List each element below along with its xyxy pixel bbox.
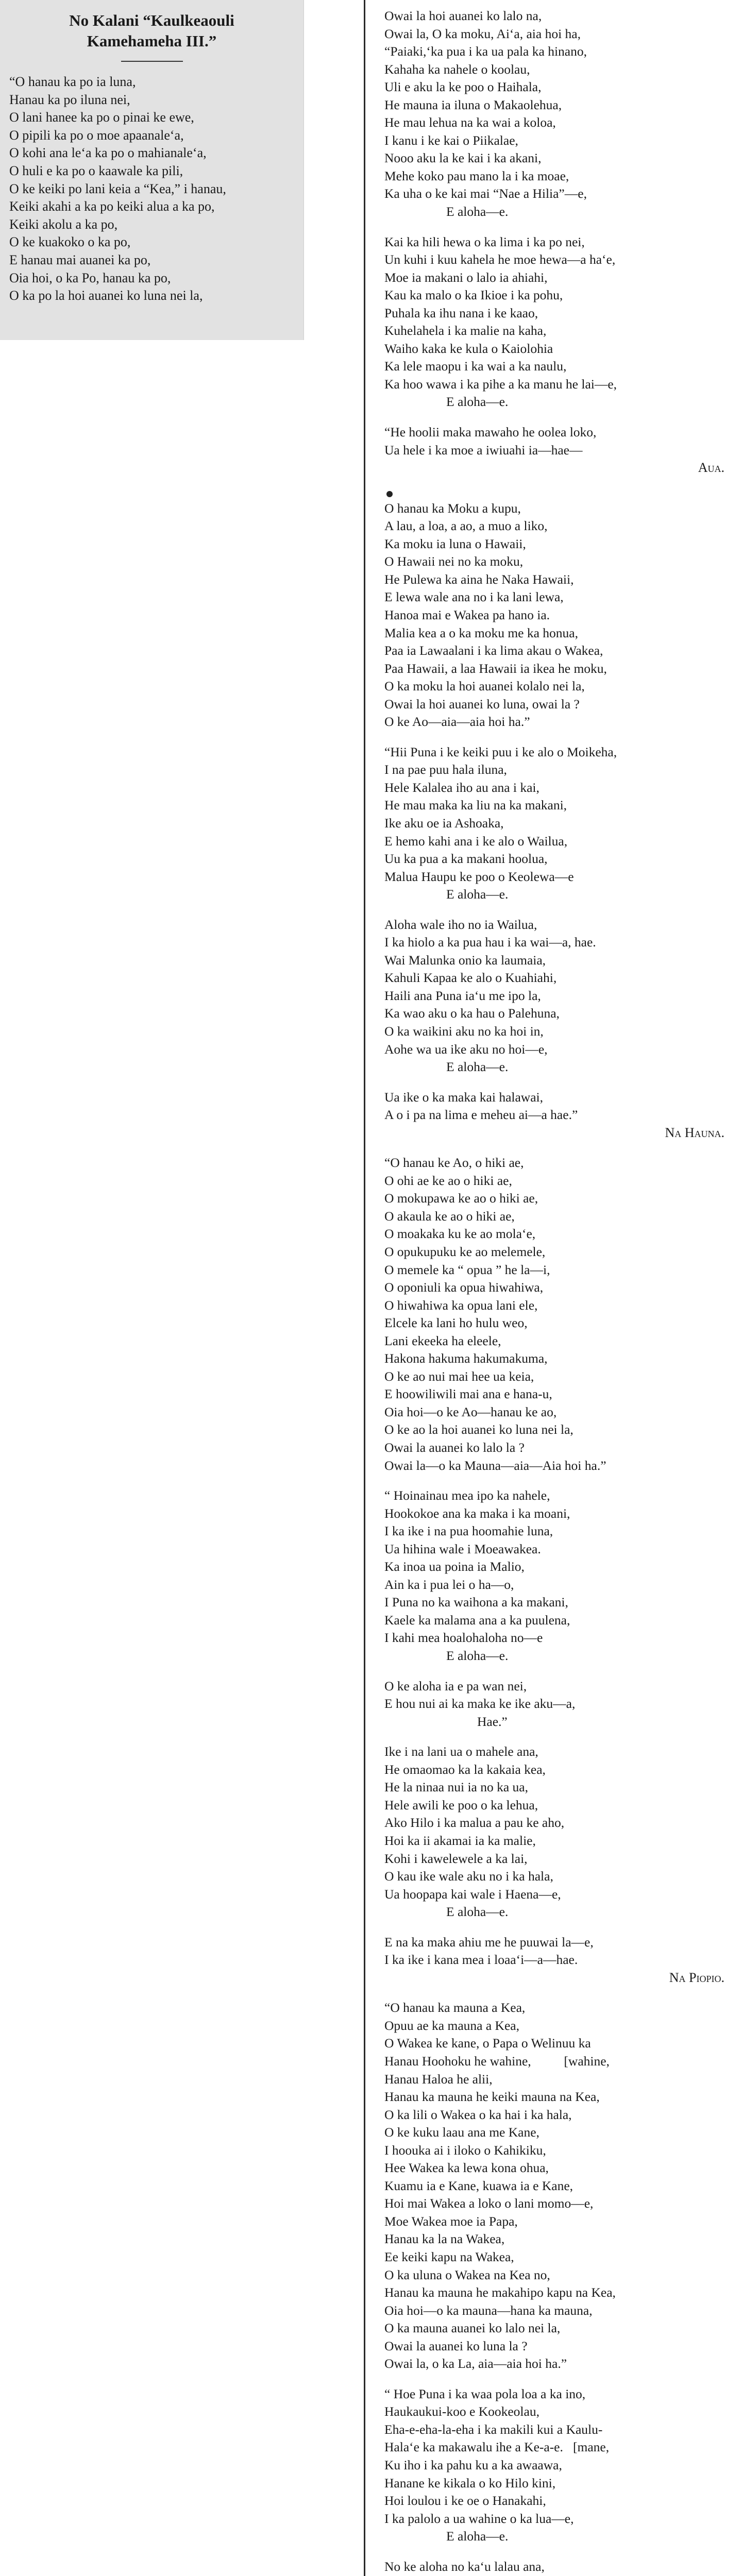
poem-line: O ke ao nui mai hee ua keia, <box>384 1368 534 1384</box>
poem-line: E aloha—e. <box>446 1648 509 1664</box>
poem-line: Hanau ka po iluna nei, <box>9 92 130 107</box>
stanza-gap <box>384 1665 732 1677</box>
bullet-icon <box>386 491 393 497</box>
poem-line: I ka ike i kana mea i loaa‘i—a—hae. <box>384 1952 578 1968</box>
poem-line: O ka lili o Wakea o ka hai i ka hala, <box>384 2107 572 2122</box>
stanza-gap <box>384 477 732 489</box>
stanza <box>384 1487 732 1677</box>
poem-line: Haukaukui-koo e Kookeolau, <box>384 2404 539 2419</box>
poem-line: O ohi ae ke ao o hiki ae, <box>384 1173 512 1188</box>
poem-line: Hanau Haloa he alii, <box>384 2071 493 2087</box>
poem-line: Uu ka pua a ka makani hoolua, <box>384 851 548 867</box>
poem-line: He mau maka ka liu na ka makani, <box>384 798 567 813</box>
poem-line: Kuhelahela i ka malie na kaha, <box>384 323 547 338</box>
poem-line: Kai ka hili hewa o ka lima i ka po nei, <box>384 234 585 249</box>
poem-line: Kau ka malo o ka Ikioe i ka pohu, <box>384 287 563 303</box>
poem-line: O oponiuli ka opua hiwahiwa, <box>384 1280 544 1295</box>
stanza <box>384 1677 732 1743</box>
poem-line: O Wakea ke kane, o Papa o Welinuu ka <box>384 2036 591 2051</box>
stanza-gap <box>384 1475 732 1487</box>
poem-line: Aohe wa ua ike aku no hoi—e, <box>384 1041 548 1057</box>
left-poem-lines <box>9 73 294 305</box>
poem-line: Ako Hilo i ka malua a pau ke aho, <box>384 1815 565 1831</box>
poem-line: Hae.” <box>477 1714 508 1729</box>
poem-line: Hookokoe ana ka maka i ka moani, <box>384 1505 570 1521</box>
poem-line: “ Hoinainau mea ipo ka nahele, <box>384 1488 550 1503</box>
poem-line: O moakaka ku ke ao mola‘e, <box>384 1226 536 1242</box>
poem-line: O ka uluna o Wakea na Kea no, <box>384 2267 550 2282</box>
poem-line: Ua hoopapa kai wale i Haena—e, <box>384 1886 561 1902</box>
poem-line: Hoi ka ii akamai ia ka malie, <box>384 1833 536 1848</box>
poem-line: E hanau mai auanei ka po, <box>9 252 151 267</box>
poem-line: Oia hoi—o ka mauna—hana ka mauna, <box>384 2302 593 2318</box>
poem-line: E na ka maka ahiu me he puuwai la—e, <box>384 1934 594 1950</box>
poem-line: Wai Malunka onio ka laumaia, <box>384 952 546 968</box>
poem-line: O ka waikini aku no ka hoi in, <box>384 1023 544 1039</box>
poem-line: O kau ike wale aku no i ka hala, <box>384 1869 553 1884</box>
poem-line: “O hanau ka po ia luna, <box>9 74 136 89</box>
poem-line: Ku iho i ka pahu ku a ka awaawa, <box>384 2458 562 2472</box>
stanza <box>384 233 732 423</box>
poem-line: Kahaha ka nahele o koolau, <box>384 61 530 77</box>
poem-line: E hoowiliwili mai ana e hana-u, <box>384 1386 552 1402</box>
poem-line: Hoi loulou i ke oe o Hanakahi, <box>384 2493 546 2509</box>
stanza <box>384 2385 732 2558</box>
poem-line: O ke keiki po lani keia a “Kea,” i hanau, <box>9 181 226 196</box>
poem-line: “Hii Puna i ke keiki puu i ke alo o Moikeha, <box>384 744 617 759</box>
stanza-gap <box>384 2373 732 2385</box>
poem-line: Elcele ka lani ho hulu weo, <box>384 1315 528 1331</box>
poem-line: Ain ka i pua lei o ha—o, <box>384 1577 514 1592</box>
poem-line: Ka hoo wawa i ka pihe a ka manu he lai—e, <box>384 376 617 392</box>
poem-line: Malia kea a o ka moku me ka honua, <box>384 625 579 640</box>
stanza-gap <box>384 411 732 423</box>
stanza <box>384 1089 732 1155</box>
stanza <box>384 916 732 1089</box>
stanza <box>384 489 732 743</box>
poem-line: Moe Wakea moe ia Papa, <box>384 2213 518 2229</box>
poem-line: “ Hoe Puna i ka waa pola loa a ka ino, <box>384 2386 586 2401</box>
poem-line: O ke kuakoko o ka po, <box>9 234 131 250</box>
poem-line: O hanau ka Moku a kupu, <box>384 500 521 516</box>
title-line-2: Kamehameha III.” <box>87 32 217 50</box>
poem-line: No ke aloha no ka‘u lalau ana, <box>384 2558 545 2574</box>
poem-line: O ke kuku laau ana me Kane, <box>384 2125 539 2140</box>
poem-line: Mehe koko pau mano la i ka moae, <box>384 168 569 183</box>
stanza <box>384 2558 732 2576</box>
title-divider <box>121 61 183 62</box>
poem-line: Eha-e-eha-la-eha i ka makili kui a Kaulu- <box>384 2421 603 2437</box>
poem-line: I na pae puu hala iluna, <box>384 762 507 777</box>
poem-line: O pipili ka po o moe apaanale‘a, <box>9 127 184 143</box>
poem-line: Hala‘e ka makawalu ihe a Ke-a-e. [mane, <box>384 2439 610 2455</box>
poem-line: E aloha—e. <box>446 204 509 219</box>
poem-line: E aloha—e. <box>446 394 509 410</box>
poem-line: Haili ana Puna ia‘u me ipo la, <box>384 988 541 1003</box>
poem-line: Kohi i kawelewele a ka lai, <box>384 1851 528 1866</box>
poem-line: Hanane ke kikala o ko Hilo kini, <box>384 2475 556 2490</box>
author-signature: Na Piopio. <box>669 1970 724 1985</box>
poem-line: O memele ka “ opua ” he la—i, <box>384 1262 550 1277</box>
author-signature: Aua. <box>698 460 724 476</box>
poem-line: O ke Ao—aia—aia hoi ha.” <box>384 714 530 730</box>
poem-line: I ka ike i na pua hoomahie luna, <box>384 1523 553 1539</box>
poem-line: Hanau ka mauna he keiki mauna na Kea, <box>384 2089 600 2105</box>
stanza <box>384 7 732 233</box>
poem-line: Nooo aku la ke kai i ka akani, <box>384 150 542 166</box>
poem-line: Hanoa mai e Wakea pa hano ia. <box>384 607 550 622</box>
poem-line: Keiki akolu a ka po, <box>9 216 118 232</box>
poem-line: Owai la hoi auanei ko luna, owai la ? <box>384 696 580 711</box>
stanza-gap <box>384 1987 732 1999</box>
poem-line: Ua ike o ka maka kai halawai, <box>384 1089 543 1105</box>
poem-line: I ka palolo a ua wahine o ka lua—e, <box>384 2511 574 2526</box>
stanza-gap <box>384 1076 732 1089</box>
poem-line: Ka uha o ke kai mai “Nae a Hilia”—e, <box>384 186 587 201</box>
poem-line: O opukupuku ke ao melemele, <box>384 1244 546 1259</box>
title-line-1: No Kalani “Kaulkeaouli <box>69 11 234 29</box>
poem-line: He omaomao ka la kakaia kea, <box>384 1761 546 1777</box>
poem-line: He mau lehua na ka wai a koloa, <box>384 115 556 130</box>
poem-line: A o i pa na lima e meheu ai—a hae.” <box>384 1107 578 1123</box>
poem-line: O ka moku la hoi auanei kolalo nei la, <box>384 679 585 694</box>
stanza-gap <box>384 904 732 916</box>
poem-line: Uli e aku la ke poo o Haihala, <box>384 79 542 95</box>
stanza-gap <box>384 221 732 233</box>
poem-line: E hemo kahi ana i ke alo o Wailua, <box>384 833 568 849</box>
poem-line: E aloha—e. <box>446 1059 509 1075</box>
section-marker <box>384 489 732 500</box>
poem-line: Owai la auanei ko lalo la ? <box>384 1440 525 1455</box>
poem-line: O huli e ka po o kaawale ka pili, <box>9 163 183 178</box>
poem-line: E aloha—e. <box>446 1904 509 1920</box>
poem-line: “O hanau ka mauna a Kea, <box>384 2000 526 2015</box>
poem-line: “He hoolii maka mawaho he oolea loko, <box>384 425 597 440</box>
poem-line: Hanau ka mauna he makahipo kapu na Kea, <box>384 2285 616 2300</box>
poem-line: Ua hele i ka moe a iwiuahi ia—hae— <box>384 442 583 457</box>
stanza-gap <box>384 2546 732 2558</box>
poem-line: Paa Hawaii, a laa Hawaii ia ikea he moku, <box>384 660 607 676</box>
poem-line: Lani ekeeka ha eleele, <box>384 1333 501 1348</box>
poem-line: O ke ao la hoi auanei ko luna nei la, <box>384 1422 574 1437</box>
stanza-gap <box>384 731 732 743</box>
poem-line: O hiwahiwa ka opua lani ele, <box>384 1297 538 1313</box>
poem-line: O Hawaii nei no ka moku, <box>384 554 524 569</box>
poem-line: Kahuli Kapaa ke alo o Kuahiahi, <box>384 970 557 986</box>
poem-line: O ka mauna auanei ko lalo nei la, <box>384 2320 561 2336</box>
poem-line: Owai la hoi auanei ko lalo na, <box>384 8 542 23</box>
poem-line: Oia hoi—o ke Ao—hanau ke ao, <box>384 1404 557 1419</box>
poem-line: He mauna ia iluna o Makaolehua, <box>384 97 562 112</box>
poem-line: O lani hanee ka po o pinai ke ewe, <box>9 110 194 125</box>
poem-line: Owai la, o ka La, aia—aia hoi ha.” <box>384 2356 567 2371</box>
right-column <box>376 0 737 2576</box>
poem-line: O mokupawa ke ao o hiki ae, <box>384 1191 538 1206</box>
poem-line: Ka moku ia luna o Hawaii, <box>384 536 526 551</box>
stanza <box>384 1999 732 2385</box>
poem-line: Ike i na lani ua o mahele ana, <box>384 1744 538 1759</box>
poem-line: Hanau Hoohoku he wahine, [wahine, <box>384 2053 610 2069</box>
poem-line: Hoi mai Wakea a loko o lani momo—e, <box>384 2196 594 2211</box>
poem-line: Ua hihina wale i Moeawakea. <box>384 1541 541 1556</box>
poem-line: Un kuhi i kuu kahela he moe hewa—a ha‘e, <box>384 252 616 267</box>
poem-line: Hele Kalalea iho au ana i kai, <box>384 779 539 795</box>
poem-line: O ka po la hoi auanei ko luna nei la, <box>9 288 203 303</box>
poem-line: E lewa wale ana no i ka lani lewa, <box>384 589 564 605</box>
stanza-gap <box>384 1921 732 1934</box>
poem-line: “Paiaki,‘ka pua i ka ua pala ka hinano, <box>384 44 587 59</box>
poem-line: E hou nui ai ka maka ke ike aku—a, <box>384 1696 576 1711</box>
poem-line: Owai la—o ka Mauna—aia—Aia hoi ha.” <box>384 1458 606 1473</box>
poem-line: O kohi ana le‘a ka po o mahianale‘a, <box>9 145 207 161</box>
poem-line: Ka wao aku o ka hau o Palehuna, <box>384 1006 560 1021</box>
stanza <box>384 423 732 489</box>
poem-line: Owai la, O ka moku, Ai‘a, aia hoi ha, <box>384 26 581 41</box>
poem-line: Oia hoi, o ka Po, hanau ka po, <box>9 270 171 285</box>
poem-line: He Pulewa ka aina he Naka Hawaii, <box>384 571 574 587</box>
column-rule <box>364 0 365 2576</box>
stanza-gap <box>384 1142 732 1154</box>
poem-line: Paa ia Lawaalani i ka lima akau o Wakea, <box>384 643 603 658</box>
poem-line: A lau, a loa, a ao, a muo a liko, <box>384 518 548 534</box>
author-signature: Na Hauna. <box>665 1125 724 1140</box>
poem-line: Ka lele maopu i ka wai a ka naulu, <box>384 359 567 374</box>
left-column <box>0 0 304 340</box>
poem-line: Kuamu ia e Kane, kuawa ia e Kane, <box>384 2178 574 2193</box>
stanza <box>384 1154 732 1487</box>
poem-line: Ike aku oe ia Ashoaka, <box>384 815 504 831</box>
poem-line: Ee keiki kapu na Wakea, <box>384 2249 514 2264</box>
stanza-gap <box>384 1731 732 1743</box>
poem-line: I hoouka ai i iloko o Kahikiku, <box>384 2142 546 2158</box>
poem-line: I kahi mea hoalohaloha no—e <box>384 1630 543 1646</box>
poem-line: Kaele ka malama ana a ka puulena, <box>384 1612 570 1628</box>
poem-line: E aloha—e. <box>446 887 509 902</box>
poem-line: “O hanau ke Ao, o hiki ae, <box>384 1155 524 1171</box>
poem-line: He la ninaa nui ia no ka ua, <box>384 1780 528 1795</box>
poem-line: Ka inoa ua poina ia Malio, <box>384 1559 525 1574</box>
poem-line: Waiho kaka ke kula o Kaiolohia <box>384 341 553 356</box>
poem-line: Aloha wale iho no ia Wailua, <box>384 917 537 932</box>
poem-line: I kanu i ke kai o Piikalae, <box>384 132 518 148</box>
poem-line: I ka hiolo a ka pua hau i ka wai—a, hae. <box>384 935 596 950</box>
stanza <box>384 1934 732 1999</box>
stanza <box>384 743 732 916</box>
poem-line: Hee Wakea ka lewa kona ohua, <box>384 2160 549 2176</box>
poem-line: Moe ia makani o lalo ia ahiahi, <box>384 269 548 285</box>
poem-line: I Puna no ka waihona a ka makani, <box>384 1595 568 1610</box>
poem-line: Hakona hakuma hakumakuma, <box>384 1351 548 1366</box>
poem-line: Hele awili ke poo o ka lehua, <box>384 1797 538 1812</box>
stanza <box>384 1743 732 1933</box>
poem-line: E aloha—e. <box>446 2529 509 2544</box>
poem-line: Puhala ka ihu nana i ke kaao, <box>384 305 538 320</box>
poem-line: O ke aloha ia e pa wan nei, <box>384 1678 527 1693</box>
poem-title <box>9 10 294 52</box>
poem-line: Hanau ka la na Wakea, <box>384 2231 505 2247</box>
poem-line: Malua Haupu ke poo o Keolewa—e <box>384 869 574 884</box>
poem-line: Owai la auanei ko luna la ? <box>384 2338 528 2353</box>
poem-line: Keiki akahi a ka po keiki alua a ka po, <box>9 199 215 214</box>
poem-line: Opuu ae ka mauna a Kea, <box>384 2018 519 2033</box>
poem-line: O akaula ke ao o hiki ae, <box>384 1208 515 1224</box>
